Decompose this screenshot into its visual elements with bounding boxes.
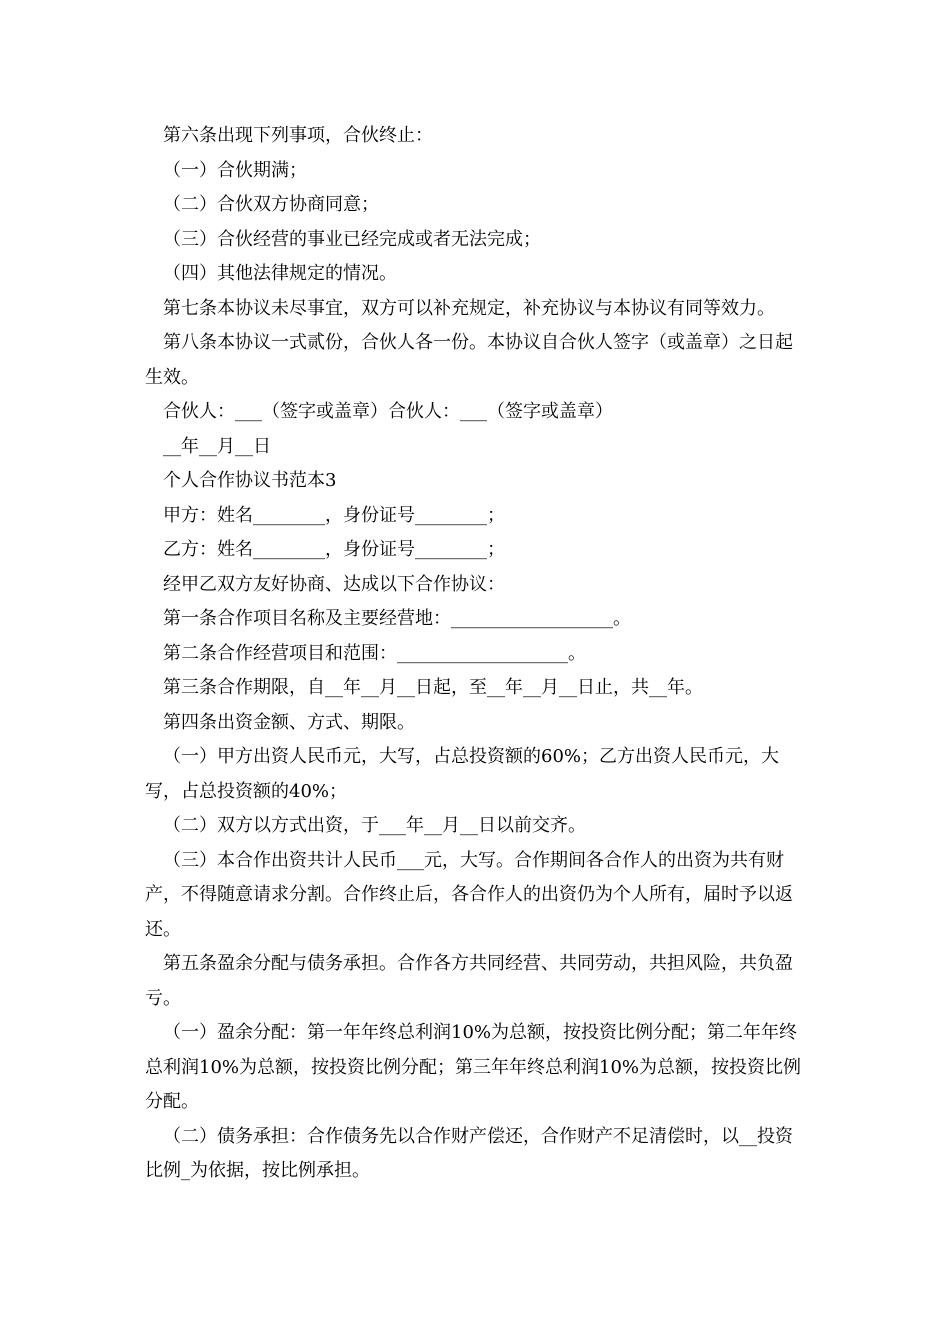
paragraph-item-3: （三）合伙经营的事业已经完成或者无法完成； bbox=[163, 228, 541, 250]
document-body bbox=[145, 119, 810, 1189]
date-line: __年__月__日 bbox=[163, 435, 271, 457]
paragraph-article-5-item-1: （一）盈余分配：第一年年终总利润10%为总额，按投资比例分配；第二年年终总利润10%为总额，按投资比例分配；第三年年终总利润10%为总额，按投资比例分配。 bbox=[145, 1022, 802, 1112]
paragraph-item-2: （二）合伙双方协商同意； bbox=[163, 194, 379, 215]
party-a-line: 甲方：姓名________，身份证号________； bbox=[163, 504, 505, 526]
section-title: 个人合作协议书范本3 bbox=[163, 470, 337, 491]
paragraph-article-5: 第五条盈余分配与债务承担。合作各方共同经营、共同劳动，共担风险，共负盈亏。 bbox=[145, 953, 793, 1009]
paragraph-article-6: 第六条出现下列事项，合伙终止： bbox=[163, 125, 433, 146]
paragraph-article-4-item-2: （二）双方以方式出资，于___年__月__日以前交齐。 bbox=[163, 815, 586, 836]
paragraph-article-4-item-1: （一）甲方出资人民币元，大写，占总投资额的60%；乙方出资人民币元，大写，占总投资额的40%； bbox=[145, 746, 780, 802]
paragraph-article-3: 第三条合作期限，自__年__月__日起，至__年__月__日止，共__年。 bbox=[163, 677, 703, 698]
paragraph-article-1: 第一条合作项目名称及主要经营地：__________________。 bbox=[163, 608, 631, 629]
paragraph-article-4: 第四条出资金额、方式、期限。 bbox=[163, 711, 415, 733]
paragraph-article-8: 第八条本协议一式贰份，合伙人各一份。本协议自合伙人签字（或盖章）之日起生效。 bbox=[145, 332, 793, 388]
paragraph-item-4: （四）其他法律规定的情况。 bbox=[163, 263, 397, 284]
paragraph-article-2: 第二条合作经营项目和范围：___________________。 bbox=[163, 642, 586, 664]
paragraph-item-1: （一）合伙期满； bbox=[163, 159, 307, 181]
paragraph-article-4-item-3: （三）本合作出资共计人民币___元，大写。合作期间各合作人的出资为共有财产，不得随意请求分割。合作终止后，各合作人的出资仍为个人所有，届时予以返还。 bbox=[145, 849, 793, 940]
party-b-line: 乙方：姓名________，身份证号________； bbox=[163, 539, 505, 560]
paragraph-article-7: 第七条本协议未尽事宜，双方可以补充规定，补充协议与本协议有同等效力。 bbox=[163, 297, 775, 319]
signature-line: 合伙人：___（签字或盖章）合伙人：___（签字或盖章） bbox=[163, 401, 613, 422]
agreement-intro: 经甲乙双方友好协商、达成以下合作协议： bbox=[163, 573, 505, 595]
paragraph-article-5-item-2: （二）债务承担：合作债务先以合作财产偿还，合作财产不足清偿时，以__投资比例_为依据，按比例承担。 bbox=[145, 1125, 793, 1181]
